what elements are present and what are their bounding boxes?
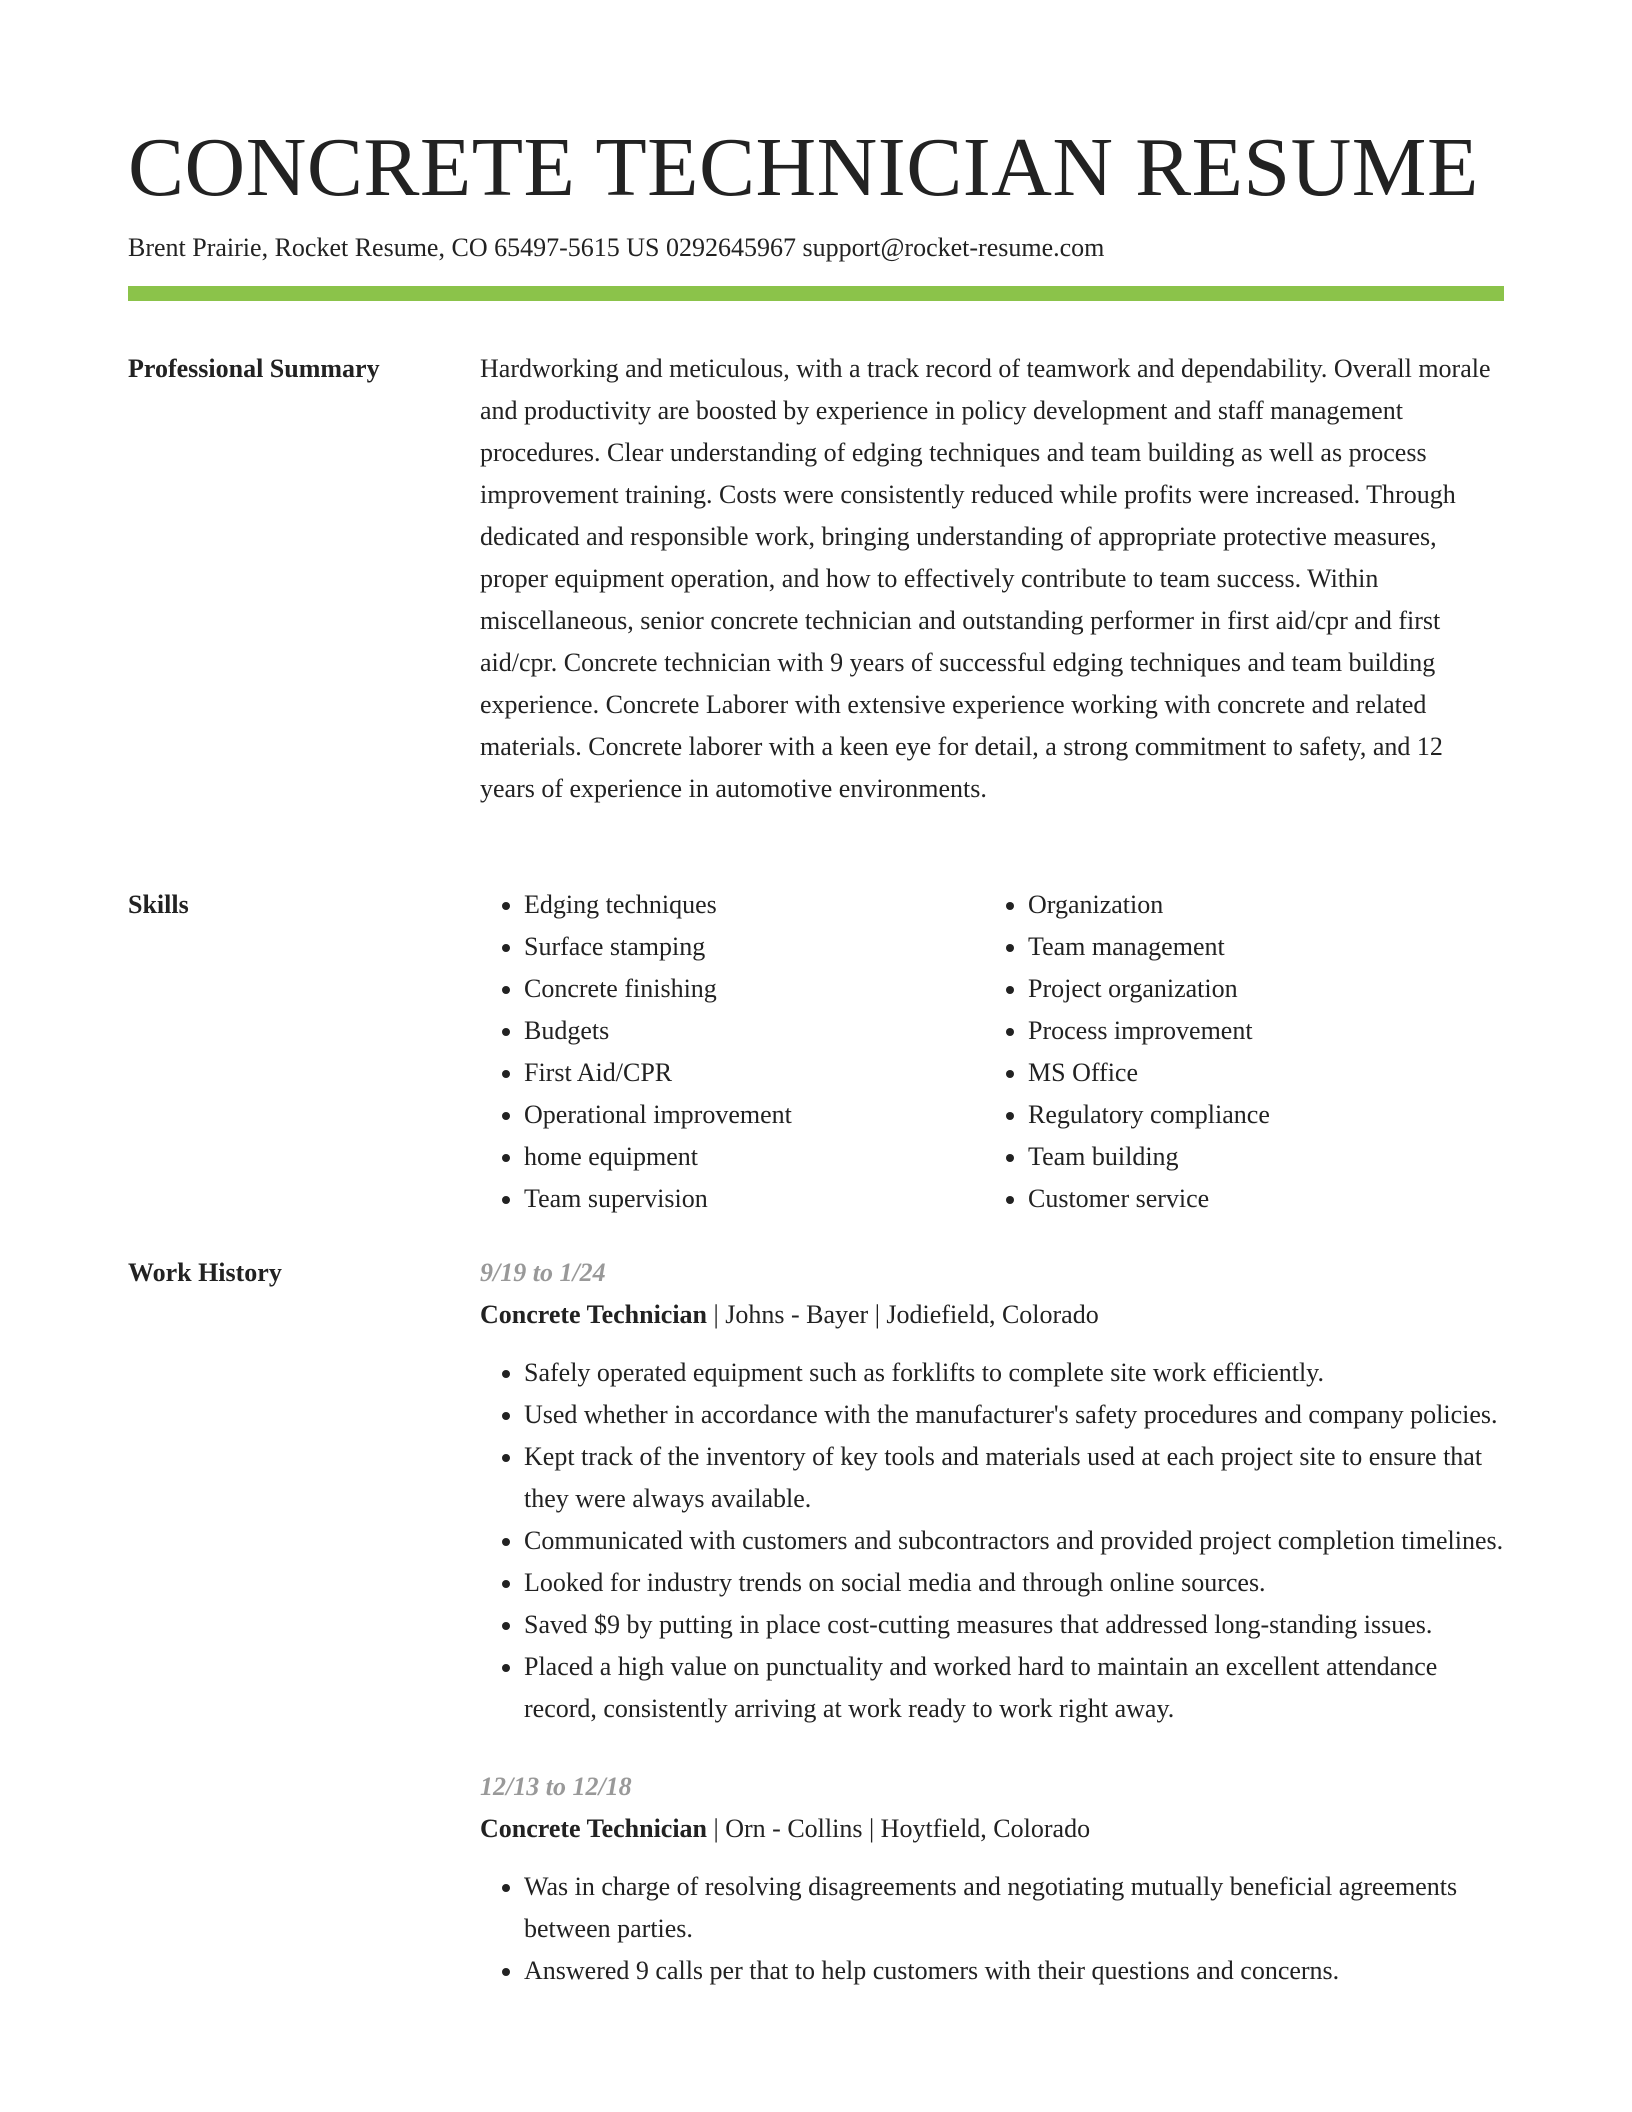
skill-item: • Team building (1028, 1136, 1488, 1178)
job-bullet: • Saved $9 by putting in place cost-cutting measures that addressed long-standing issues. (524, 1604, 1504, 1646)
work-history-body (480, 1252, 1504, 2028)
skill-item: • Team management (1028, 926, 1488, 968)
skill-item: • Operational improvement (524, 1094, 984, 1136)
job-bullet: • Answered 9 calls per that to help customers with their questions and concerns. (524, 1950, 1504, 1992)
skill-item: • Organization (1028, 884, 1488, 926)
skill-item: • Regulatory compliance (1028, 1094, 1488, 1136)
job-title-line (480, 1294, 1504, 1336)
skills-columns (480, 884, 1504, 1220)
skill-item: • Team supervision (524, 1178, 984, 1220)
job-bullet: • Used whether in accordance with the manufacturer's safety procedures and company policies. (524, 1394, 1504, 1436)
job-bullet: • Placed a high value on punctuality and worked hard to maintain an excellent attendance record, consistently arriving at work ready to work right away. (524, 1646, 1504, 1730)
header-accent-rule (128, 286, 1504, 301)
job-details: | Orn - Collins | Hoytfield, Colorado (707, 1814, 1091, 1843)
skill-item: • Edging techniques (524, 884, 984, 926)
job-entry (480, 1766, 1504, 1992)
skills-body (480, 884, 1504, 1220)
job-title-line (480, 1808, 1504, 1850)
summary-text: Hardworking and meticulous, with a track record of teamwork and dependability. Overall morale and productivity are boosted by experience in policy development and staff management procedures. Clear understanding of edging techniques and team building as well as process improvement training. Costs were consistently reduced while profits were increased. Through dedicated and responsible work, bringing understanding of appropriate protective measures, proper equipment operation, and how to effectively contribute to team success. Within miscellaneous, senior concrete technician and outstanding performer in first aid/cpr and first aid/cpr. Concrete technician with 9 years of successful edging techniques and team building experience. Concrete Laborer with extensive experience working with concrete and related materials. Concrete laborer with a keen eye for detail, a strong commitment to safety, and 12 years of experience in automotive environments. (480, 354, 1491, 803)
skill-item: • Process improvement (1028, 1010, 1488, 1052)
skill-item: • Project organization (1028, 968, 1488, 1010)
job-bullet: • Looked for industry trends on social media and through online sources. (524, 1562, 1504, 1604)
job-bullet: • Safely operated equipment such as forklifts to complete site work efficiently. (524, 1352, 1504, 1394)
skill-item: • Budgets (524, 1010, 984, 1052)
job-title: Concrete Technician (480, 1814, 708, 1843)
skills-list-right (984, 884, 1488, 1220)
skills-label: Skills (128, 890, 189, 919)
job-bullets (480, 1866, 1504, 1992)
skill-item: • Customer service (1028, 1178, 1488, 1220)
job-dates: 12/13 to 12/18 (480, 1772, 632, 1801)
job-bullet: • Kept track of the inventory of key tools and materials used at each project site to ensure that they were always available. (524, 1436, 1504, 1520)
job-title: Concrete Technician (480, 1300, 708, 1329)
job-dates: 9/19 to 1/24 (480, 1258, 606, 1287)
resume-title: CONCRETE TECHNICIAN RESUME (128, 121, 1479, 214)
contact-line: Brent Prairie, Rocket Resume, CO 65497-5615 US 0292645967 support@rocket-resume.com (128, 233, 1105, 262)
skill-item: • Concrete finishing (524, 968, 984, 1010)
job-bullets (480, 1352, 1504, 1730)
work-history-label: Work History (128, 1258, 282, 1287)
skills-list-left (480, 884, 984, 1220)
skill-item: • First Aid/CPR (524, 1052, 984, 1094)
skill-item: • Surface stamping (524, 926, 984, 968)
job-bullet: • Was in charge of resolving disagreements and negotiating mutually beneficial agreements between parties. (524, 1866, 1504, 1950)
skill-item: • MS Office (1028, 1052, 1488, 1094)
skill-item: • home equipment (524, 1136, 984, 1178)
job-details: | Johns - Bayer | Jodiefield, Colorado (707, 1300, 1099, 1329)
job-bullet: • Communicated with customers and subcontractors and provided project completion timelines. (524, 1520, 1504, 1562)
summary-label: Professional Summary (128, 354, 380, 383)
summary-body (480, 348, 1504, 810)
job-entry (480, 1252, 1504, 1730)
